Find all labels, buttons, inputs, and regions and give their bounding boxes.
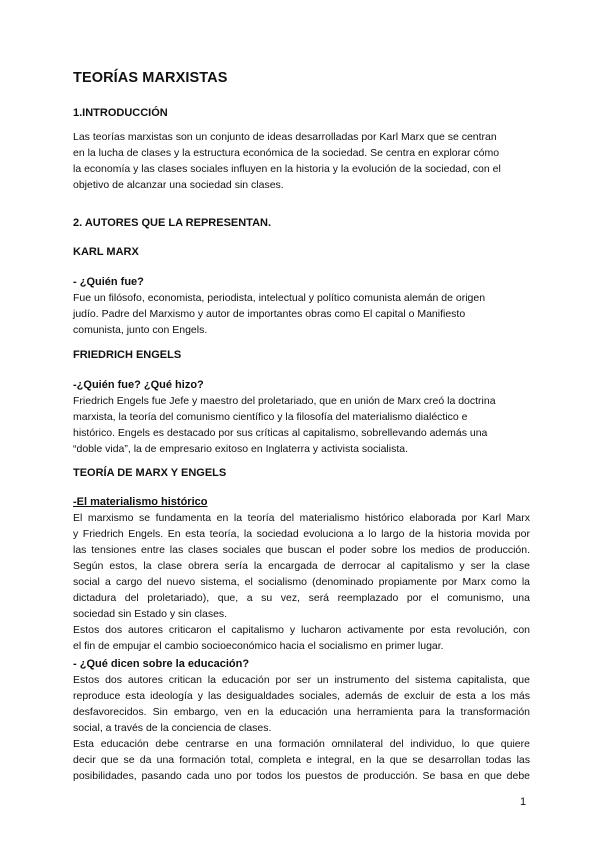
text-line: dictadura del proletariado), que, a su vez, será reemplazado por el comunismo, una bbox=[73, 592, 530, 604]
text-line: sociedad sin Estado y sin clases. bbox=[73, 608, 228, 620]
text-line: Estos dos autores criticaron el capitalismo y lucharon activamente por esta revolución, con bbox=[73, 624, 530, 636]
text-line: histórico. Engels es destacado por sus críticas al capitalismo, sobrellevando además una bbox=[73, 427, 488, 439]
theory-heading: TEORÍA DE MARX Y ENGELS bbox=[73, 467, 227, 479]
text-line: reproduce esta ideología y las desigualdades sociales, además de excluir de esta a los más bbox=[73, 690, 530, 702]
text-line: comunista, junto con Engels. bbox=[73, 324, 208, 336]
text-line: Según estos, la clase obrera sería la encargada de derrocar al capitalismo y ser la clase bbox=[73, 560, 530, 572]
text-line: decir que se da una formación total, completa e integral, en la que se desarrollan todas las bbox=[73, 754, 530, 766]
authors-heading: 2. AUTORES QUE LA REPRESENTAN. bbox=[73, 217, 272, 229]
document-title: TEORÍAS MARXISTAS bbox=[73, 70, 228, 86]
text-line: el fin de empujar el cambio socioeconómico hacia el socialismo en primer lugar. bbox=[73, 640, 444, 652]
text-line: Esta educación debe centrarse en una formación omnilateral del individuo, lo que quiere bbox=[73, 738, 530, 750]
text-line: objetivo de alcanzar una sociedad sin clases. bbox=[73, 179, 284, 191]
intro-heading: 1.INTRODUCCIÓN bbox=[73, 107, 168, 119]
text-line: en la lucha de clases y la estructura económica de la sociedad. Se centra en explorar cómo bbox=[73, 147, 500, 159]
marx-heading: KARL MARX bbox=[73, 246, 139, 258]
text-line: Estos dos autores critican la educación por ser un instrumento del sistema capitalista, que bbox=[73, 674, 530, 686]
text-line: “doble vida”, la de empresario exitoso en Inglaterra y activista socialista. bbox=[73, 443, 408, 455]
text-line: las tensiones entre las clases sociales que buscan el poder sobre los medios de producción. bbox=[73, 544, 530, 556]
marx-paragraph bbox=[73, 290, 530, 338]
text-line: desfavorecidos. Sin embargo, ven en la educación una herramienta para la transformación bbox=[73, 706, 530, 718]
text-line: marxista, la teoría del comunismo científico y la filosofía del materialismo dialéctico e bbox=[73, 411, 468, 423]
text-line: posibilidades, pasando cada uno por todos los puestos de producción. Se basa en que debe bbox=[73, 770, 530, 782]
text-line: y Friedrich Engels. En esta teoría, la sociedad evoluciona a lo largo de la historia movida por bbox=[73, 528, 530, 540]
page-number: 1 bbox=[520, 796, 527, 808]
marx-question: - ¿Quién fue? bbox=[73, 276, 144, 288]
text-line: social a cargo del nuevo sistema, el socialismo (denominado propiamente por Marx como la bbox=[73, 576, 530, 588]
education-paragraph bbox=[73, 672, 530, 784]
engels-question: -¿Quién fue? ¿Qué hizo? bbox=[73, 379, 204, 391]
text-line: Friedrich Engels fue Jefe y maestro del proletariado, que en unión de Marx creó la doctrina bbox=[73, 395, 496, 407]
materialism-subheading: -El materialismo histórico bbox=[73, 496, 208, 508]
text-line: Las teorías marxistas son un conjunto de ideas desarrolladas por Karl Marx que se centran bbox=[73, 131, 497, 143]
text-line: Fue un filósofo, economista, periodista, intelectual y político comunista alemán de origen bbox=[73, 292, 486, 304]
text-line: la economía y las clases sociales influyen en la historia y la evolución de la sociedad, con el bbox=[73, 163, 501, 175]
text-line: judío. Padre del Marxismo y autor de importantes obras como El capital o Manifiesto bbox=[73, 308, 466, 320]
text-line: El marxismo se fundamenta en la teoría del materialismo histórico elaborada por Karl Marx bbox=[73, 512, 530, 524]
engels-heading: FRIEDRICH ENGELS bbox=[73, 349, 182, 361]
education-subheading: - ¿Qué dicen sobre la educación? bbox=[73, 658, 250, 670]
materialism-paragraph bbox=[73, 510, 530, 654]
intro-paragraph bbox=[73, 129, 530, 193]
text-line: social, a través de la conciencia de clases. bbox=[73, 722, 272, 734]
engels-paragraph bbox=[73, 393, 530, 457]
